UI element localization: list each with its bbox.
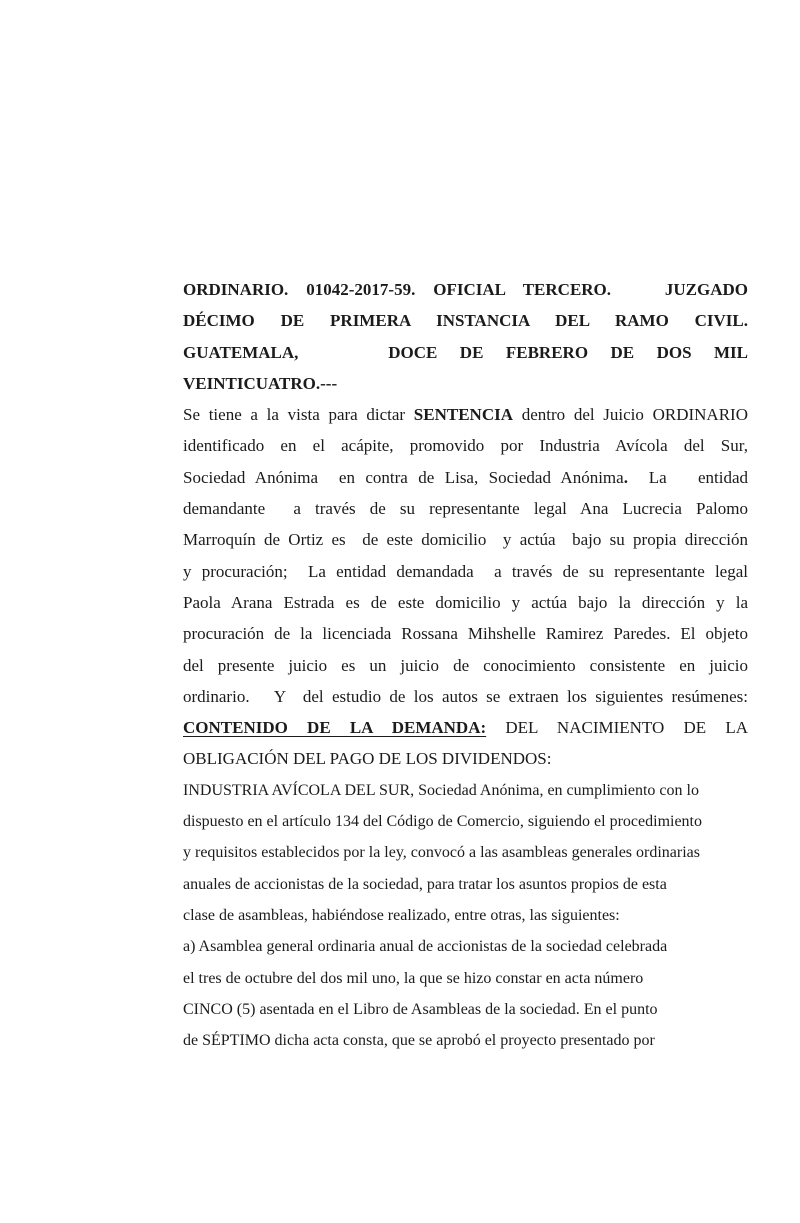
document-line xyxy=(183,650,748,681)
text-segment: GUATEMALA, DOCE DE FEBRERO DE DOS MIL xyxy=(183,342,748,362)
text-segment: OBLIGACIÓN DEL PAGO DE LOS DIVIDENDOS: xyxy=(183,749,552,769)
text-segment: a) Asamblea general ordinaria anual de accionistas de la sociedad celebrada xyxy=(183,938,668,956)
text-segment: procuración de la licenciada Rossana Mihshelle Ramirez Paredes. El objeto xyxy=(183,624,748,644)
demand-body-paragraph xyxy=(183,775,748,1057)
text-segment: del presente juicio es un juicio de conocimiento consistente en juicio xyxy=(183,655,748,675)
document-line xyxy=(183,399,748,430)
text-segment: de SÉPTIMO dicha acta consta, que se aprobó el proyecto presentado por xyxy=(183,1032,655,1050)
text-segment: DÉCIMO DE PRIMERA INSTANCIA DEL RAMO CIVIL. xyxy=(183,311,748,331)
text-segment: SENTENCIA xyxy=(413,405,513,425)
text-segment: el tres de octubre del dos mil uno, la que se hizo constar en acta número xyxy=(183,969,644,987)
text-segment: La entidad xyxy=(627,467,748,487)
document-line xyxy=(183,900,748,931)
document-line xyxy=(183,274,748,305)
text-segment: anuales de accionistas de la sociedad, para tratar los asuntos propios de esta xyxy=(183,875,667,893)
document-line xyxy=(183,775,748,806)
document-line xyxy=(183,743,748,774)
document-line xyxy=(183,806,748,837)
document-line xyxy=(183,493,748,524)
document-line xyxy=(183,1025,748,1056)
document-line xyxy=(183,869,748,900)
document-line xyxy=(183,712,748,743)
text-segment: CINCO (5) asentada en el Libro de Asambleas de la sociedad. En el punto xyxy=(183,1000,658,1018)
document-line xyxy=(183,837,748,868)
text-segment: CONTENIDO DE LA DEMANDA: xyxy=(183,718,487,738)
text-segment: ORDINARIO. 01042-2017-59. OFICIAL TERCERO. JUZGADO xyxy=(183,280,748,299)
text-segment: Paola Arana Estrada es de este domicilio y actúa bajo la dirección y la xyxy=(183,592,748,612)
text-segment: y requisitos establecidos por la ley, convocó a las asambleas generales ordinarias xyxy=(183,844,701,862)
text-segment: INDUSTRIA AVÍCOLA DEL SUR, Sociedad Anónima, en cumplimiento con lo xyxy=(183,781,699,799)
document-line xyxy=(183,681,748,712)
document-line xyxy=(183,618,748,649)
document-line xyxy=(183,305,748,336)
text-segment: identificado en el acápite, promovido por Industria Avícola del Sur, xyxy=(183,436,748,456)
text-segment: clase de asambleas, habiéndose realizado, entre otras, las siguientes: xyxy=(183,906,620,924)
text-segment: dispuesto en el artículo 134 del Código de Comercio, siguiendo el procedimiento xyxy=(183,813,702,831)
document-line xyxy=(183,587,748,618)
text-segment: VEINTICUATRO.--- xyxy=(183,373,338,393)
document-line xyxy=(183,963,748,994)
text-segment: DEL NACIMIENTO DE LA xyxy=(486,718,748,738)
document-line xyxy=(183,556,748,587)
intro-paragraph xyxy=(183,399,748,712)
text-segment: demandante a través de su representante legal Ana Lucrecia Palomo xyxy=(183,499,748,519)
text-segment: Marroquín de Ortiz es de este domicilio y actúa bajo su propia dirección xyxy=(183,530,748,550)
text-segment: Sociedad Anónima en contra de Lisa, Sociedad Anónima xyxy=(183,467,624,487)
text-segment: ordinario. Y del estudio de los autos se extraen los siguientes resúmenes: xyxy=(183,686,748,706)
document-line xyxy=(183,462,748,493)
document-line xyxy=(183,337,748,368)
document-line xyxy=(183,931,748,962)
demand-heading-paragraph xyxy=(183,712,748,775)
text-segment: dentro del Juicio ORDINARIO xyxy=(513,405,748,425)
text-segment: Se tiene a la vista para dictar xyxy=(183,405,414,425)
document-line xyxy=(183,430,748,461)
text-segment: y procuración; La entidad demandada a través de su representante legal xyxy=(183,561,748,581)
text-segment: . xyxy=(623,467,628,487)
document-line xyxy=(183,994,748,1025)
case-header-paragraph xyxy=(183,274,748,399)
document-body xyxy=(183,274,748,1056)
document-line xyxy=(183,368,748,399)
document-line xyxy=(183,524,748,555)
